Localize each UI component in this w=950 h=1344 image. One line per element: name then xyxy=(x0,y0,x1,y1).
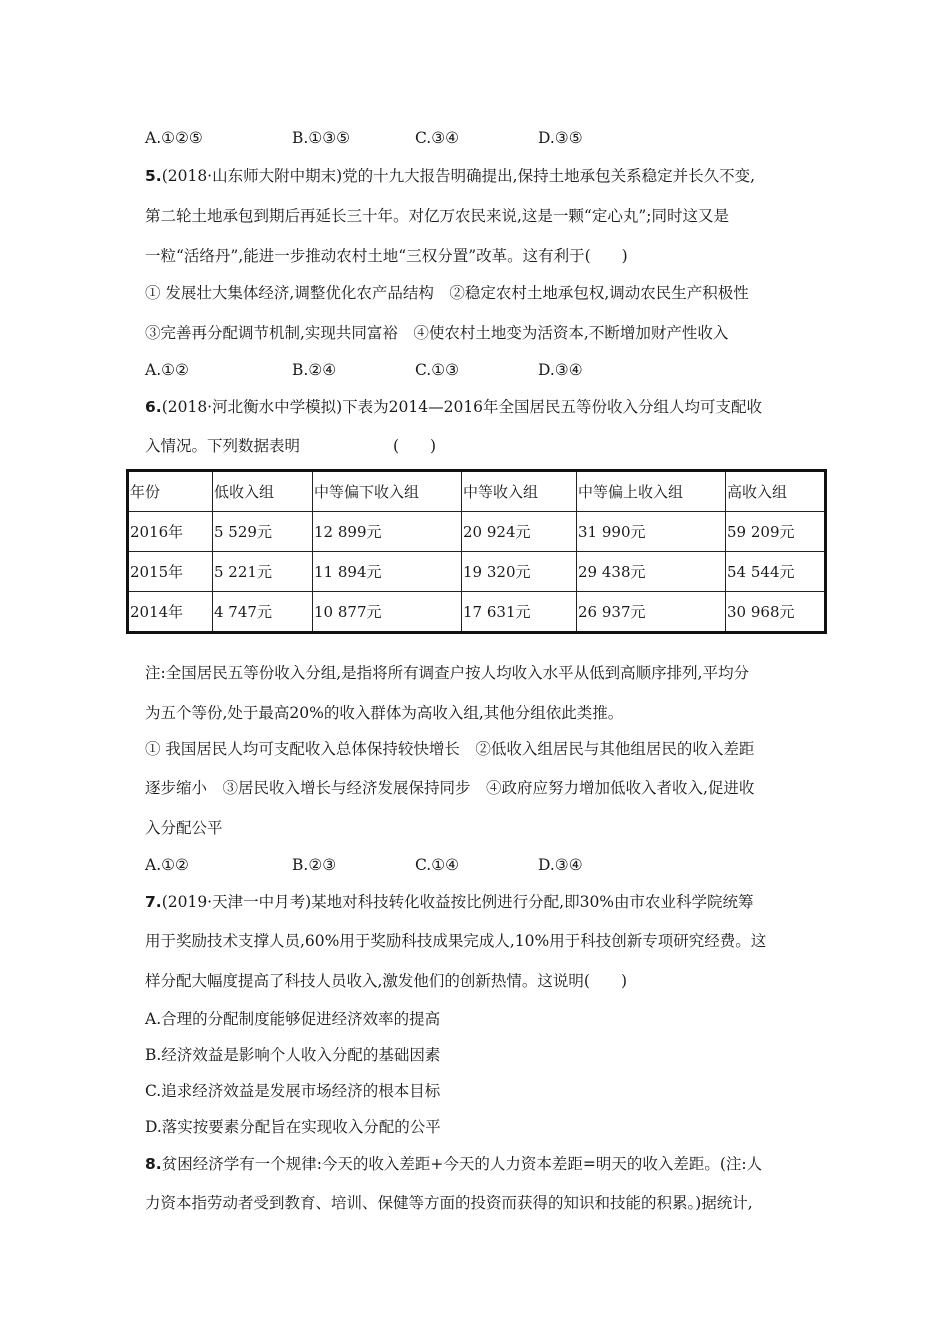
table-row xyxy=(128,592,826,633)
table-header-row xyxy=(128,471,826,512)
q6-line-1: 6.(2018·河北衡水中学模拟)下表为2014—2016年全国居民五等份收入分组人均可支配收 xyxy=(145,398,763,416)
q4-options xyxy=(145,128,825,148)
table-header-cell: 中等偏下收入组 xyxy=(313,471,462,512)
q4-option-a: A.①②⑤ xyxy=(145,129,203,147)
q4-option-d: D.③⑤ xyxy=(538,129,583,147)
table-header-cell: 低收入组 xyxy=(213,471,313,512)
table-cell: 19 320元 xyxy=(462,552,577,592)
q6-options xyxy=(145,855,825,875)
table-cell: 54 544元 xyxy=(726,552,826,592)
table-cell: 5 221元 xyxy=(213,552,313,592)
table-cell: 2016年 xyxy=(128,512,213,552)
table-cell: 26 937元 xyxy=(577,592,726,633)
table-header-cell: 中等偏上收入组 xyxy=(577,471,726,512)
q6-option-c: C.①④ xyxy=(415,856,460,874)
table-header-cell: 中等收入组 xyxy=(462,471,577,512)
table-cell: 5 529元 xyxy=(213,512,313,552)
q6-note-1: 注:全国居民五等份收入分组,是指将所有调查户按人均收入水平从低到高顺序排列,平均分 xyxy=(145,664,750,682)
q5-line-3: 一粒“活络丹”,能进一步推动农村土地“三权分置”改革。这有利于( ) xyxy=(145,247,628,265)
q6-option-b: B.②③ xyxy=(292,856,337,874)
table-cell: 11 894元 xyxy=(313,552,462,592)
table-cell: 17 631元 xyxy=(462,592,577,633)
table-cell: 12 899元 xyxy=(313,512,462,552)
table-row xyxy=(128,512,826,552)
q8-line-1: 8.贫困经济学有一个规律:今天的收入差距+今天的人力资本差距=明天的收入差距。(注:人 xyxy=(145,1155,763,1173)
table-cell: 4 747元 xyxy=(213,592,313,633)
q5-option-d: D.③④ xyxy=(538,361,583,379)
q7-line-3: 样分配大幅度提高了科技人员收入,激发他们的创新热情。这说明( ) xyxy=(145,972,628,990)
table-cell: 2015年 xyxy=(128,552,213,592)
q6-statement-3: 入分配公平 xyxy=(145,819,223,837)
q7-choice-b: B.经济效益是影响个人收入分配的基础因素 xyxy=(145,1046,441,1064)
q7-choice-c: C.追求经济效益是发展市场经济的根本目标 xyxy=(145,1082,441,1100)
q5-options xyxy=(145,360,825,380)
table-row xyxy=(128,552,826,592)
q5-option-c: C.①③ xyxy=(415,361,460,379)
table-cell: 30 968元 xyxy=(726,592,826,633)
q5-option-a: A.①② xyxy=(145,361,189,379)
table-cell: 20 924元 xyxy=(462,512,577,552)
table-cell: 59 209元 xyxy=(726,512,826,552)
q4-option-c: C.③④ xyxy=(415,129,460,147)
q4-option-b: B.①③⑤ xyxy=(292,129,351,147)
q6-statement-2: 逐步缩小 ③居民收入增长与经济发展保持同步 ④政府应努力增加低收入者收入,促进收 xyxy=(145,779,755,797)
q7-choice-a: A.合理的分配制度能够促进经济效率的提高 xyxy=(145,1010,441,1028)
q8-number: 8. xyxy=(145,1155,162,1173)
income-table xyxy=(126,469,827,634)
q5-statement-1: ① 发展壮大集体经济,调整优化农产品结构 ②稳定农村土地承包权,调动农民生产积极性 xyxy=(145,284,749,302)
q6-option-d: D.③④ xyxy=(538,856,583,874)
q6-number: 6. xyxy=(145,398,162,416)
table-cell: 2014年 xyxy=(128,592,213,633)
q5-statement-2: ③完善再分配调节机制,实现共同富裕 ④使农村土地变为活资本,不断增加财产性收入 xyxy=(145,324,729,342)
q6-line-2: 入情况。下列数据表明 ( ) xyxy=(145,437,437,455)
q6-note-2: 为五个等份,处于最高20%的收入群体为高收入组,其他分组依此类推。 xyxy=(145,704,624,722)
table-header-cell: 年份 xyxy=(128,471,213,512)
q8-line-2: 力资本指劳动者受到教育、培训、保健等方面的投资而获得的知识和技能的积累。)据统计, xyxy=(145,1194,753,1212)
q5-option-b: B.②④ xyxy=(292,361,337,379)
q7-line-1: 7.(2019·天津一中月考)某地对科技转化收益按比例进行分配,即30%由市农业科学院统筹 xyxy=(145,893,754,911)
q6-option-a: A.①② xyxy=(145,856,189,874)
table-cell: 29 438元 xyxy=(577,552,726,592)
q7-number: 7. xyxy=(145,893,162,911)
table-header-cell: 高收入组 xyxy=(726,471,826,512)
table-cell: 10 877元 xyxy=(313,592,462,633)
q7-choice-d: D.落实按要素分配旨在实现收入分配的公平 xyxy=(145,1118,441,1136)
q6-statement-1: ① 我国居民人均可支配收入总体保持较快增长 ②低收入组居民与其他组居民的收入差距 xyxy=(145,740,755,758)
table-cell: 31 990元 xyxy=(577,512,726,552)
q7-line-2: 用于奖励技术支撑人员,60%用于奖励科技成果完成人,10%用于科技创新专项研究经费。这 xyxy=(145,932,767,950)
q5-number: 5. xyxy=(145,167,162,185)
q5-line-1: 5.(2018·山东师大附中期末)党的十九大报告明确提出,保持土地承包关系稳定并长久不变, xyxy=(145,167,756,185)
q5-line-2: 第二轮土地承包到期后再延长三十年。对亿万农民来说,这是一颗“定心丸”;同时这又是 xyxy=(145,207,730,225)
